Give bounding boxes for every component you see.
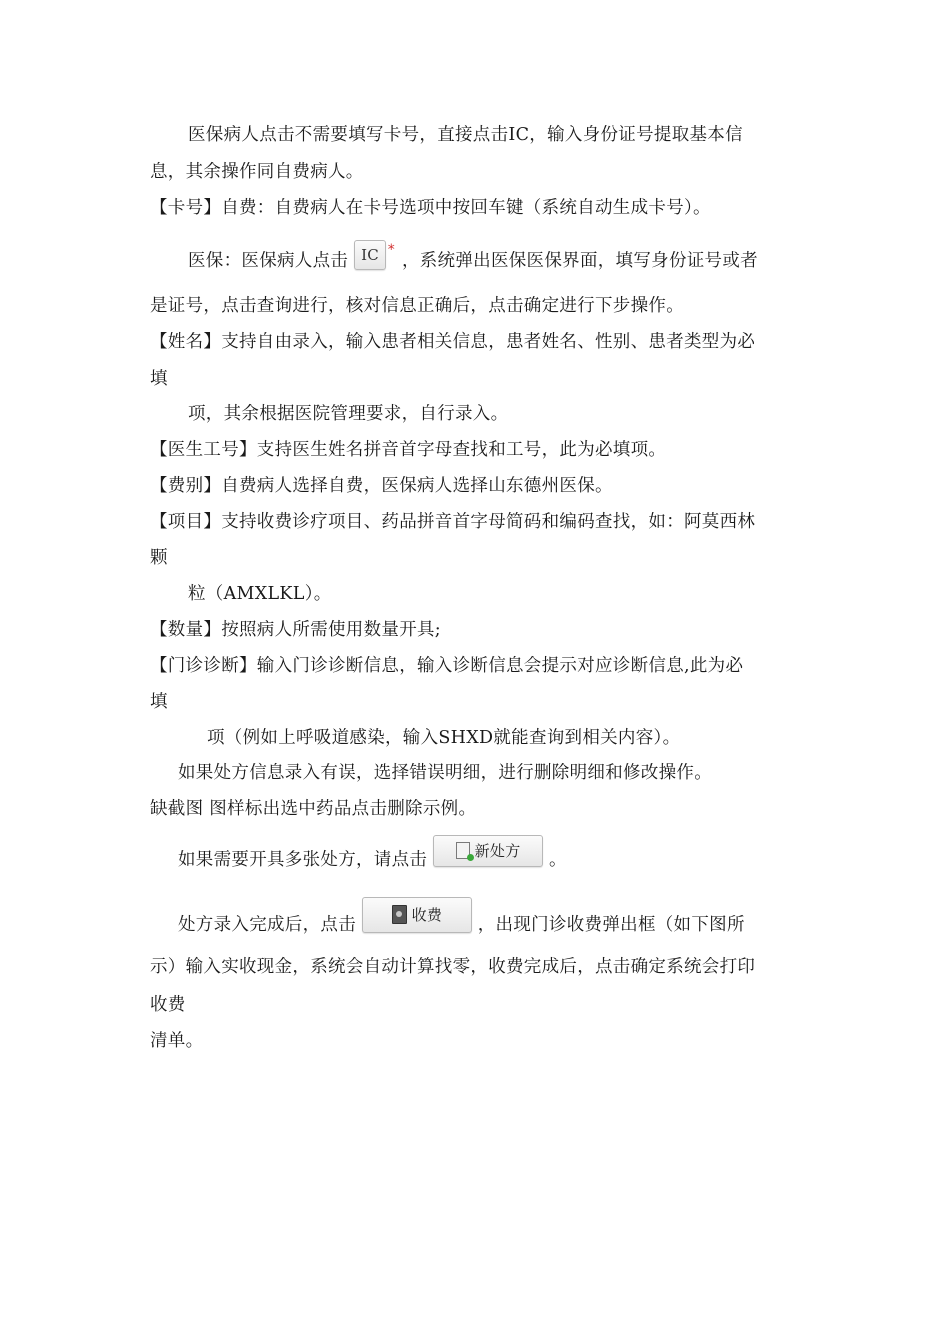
paragraph-line: 是证号，点击查询进行，核对信息正确后，点击确定进行下步操作。 — [150, 296, 684, 316]
paragraph-line: 收费 — [150, 995, 186, 1015]
paragraph-line: 【项目】支持收费诊疗项目、药品拼音首字母简码和编码查找，如：阿莫西林 — [150, 512, 756, 532]
text-segment: 医保：医保病人点击 — [188, 251, 349, 271]
text-segment: ，出现门诊收费弹出框（如下图所 — [477, 915, 745, 935]
text-segment: 。 — [548, 850, 567, 870]
ic-card-button[interactable] — [354, 240, 396, 270]
paragraph-line: 填 — [150, 369, 168, 389]
text-segment: 如果需要开具多张处方，请点击 — [178, 850, 428, 870]
paragraph-line: 颗 — [150, 548, 168, 568]
paragraph-line: 息，其余操作同自费病人。 — [150, 162, 364, 182]
ic-button-label: IC — [361, 245, 380, 264]
cash-register-icon — [392, 905, 407, 924]
paragraph-line: 【姓名】支持自由录入，输入患者相关信息，患者姓名、性别、患者类型为必 — [150, 332, 756, 352]
charge-label: 收费 — [411, 905, 443, 924]
paragraph-line: 填 — [150, 692, 168, 712]
new-prescription-label: 新处方 — [474, 841, 521, 860]
paragraph-line — [150, 241, 805, 272]
new-prescription-button[interactable] — [433, 835, 543, 867]
paragraph-line: 【卡号】自费：自费病人在卡号选项中按回车键（系统自动生成卡号）。 — [150, 198, 711, 218]
paragraph-line: 【门诊诊断】输入门诊诊断信息，输入诊断信息会提示对应诊断信息,此为必 — [150, 656, 744, 676]
required-star-icon: * — [387, 241, 396, 258]
paragraph-line: 项，其余根据医院管理要求，自行录入。 — [188, 404, 509, 424]
paragraph-line: 清单。 — [150, 1031, 204, 1051]
paragraph-line: 【数量】按照病人所需使用数量开具; — [150, 620, 441, 640]
paragraph-line: 【医生工号】支持医生姓名拼音首字母查找和工号，此为必填项。 — [150, 440, 667, 460]
paragraph-line: 缺截图 图样标出选中药品点击删除示例。 — [150, 799, 477, 819]
paragraph-line — [150, 905, 805, 936]
paragraph-line: 粒（AMXLKL）。 — [188, 584, 332, 604]
new-document-icon — [456, 842, 470, 859]
text-segment: 处方录入完成后，点击 — [178, 915, 356, 935]
paragraph-line: 项（例如上呼吸道感染，输入SHXD就能查询到相关内容）。 — [207, 728, 681, 748]
paragraph-line: 【费别】自费病人选择自费，医保病人选择山东德州医保。 — [150, 476, 613, 496]
paragraph-line — [150, 841, 805, 871]
paragraph-line: 医保病人点击不需要填写卡号，直接点击IC，输入身份证号提取基本信 — [188, 125, 743, 145]
paragraph-line: 如果处方信息录入有误，选择错误明细，进行删除明细和修改操作。 — [178, 763, 712, 783]
paragraph-line: 示）输入实收现金，系统会自动计算找零，收费完成后，点击确定系统会打印 — [150, 957, 756, 977]
charge-button[interactable] — [362, 897, 472, 933]
text-segment: ，系统弹出医保医保界面，填写身份证号或者 — [401, 251, 758, 271]
